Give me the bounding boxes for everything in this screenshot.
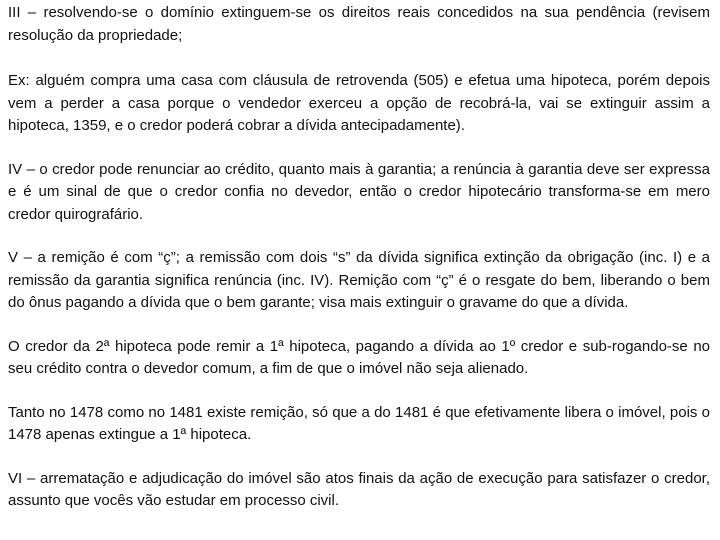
paragraph-inc-iv: IV – o credor pode renunciar ao crédito, quanto mais à garantia; a renúncia à garantia deve ser expressa e é um sinal de que o credor confia no devedor, então o credor hipotecário transforma-se em mero credor quirografário. xyxy=(8,160,710,223)
paragraph-second-mortgage: O credor da 2ª hipoteca pode remir a 1ª hipoteca, pagando a dívida ao 1º credor e sub-rogando-se no seu crédito contra o devedor comum, a fim de que o imóvel não seja alienado. xyxy=(8,337,710,377)
paragraph-example-retrovenda: Ex: alguém compra uma casa com cláusula de retrovenda (505) e efetua uma hipoteca, porém depois vem a perder a casa porque o vendedor exerceu a opção de recobrá-la, vai se extinguir assim a hipoteca, 1359, e o credor poderá cobrar a dívida antecipadamente). xyxy=(8,72,710,134)
paragraph-1478-1481: Tanto no 1478 como no 1481 existe remição, só que a do 1481 é que efetivamente libera o imóvel, pois o 1478 apenas extingue a 1ª hipoteca. xyxy=(8,403,710,443)
document-body xyxy=(8,0,710,513)
paragraph-inc-v: V – a remição é com “ç”; a remissão com dois “s” da dívida significa extinção da obrigação (inc. I) e a remissão da garantia significa renúncia (inc. IV). Remição com “ç” é o resgate do bem, liberando o bem do ônus pagando a dívida que o bem garante; visa mais extinguir o gravame do que a dívida. xyxy=(8,249,710,311)
paragraph-inc-iii: III – resolvendo-se o domínio extinguem-se os direitos reais concedidos na sua pendência (revisem resolução da propriedade; xyxy=(8,4,710,44)
paragraph-inc-vi: VI – arrematação e adjudicação do imóvel são atos finais da ação de execução para satisfazer o credor, assunto que vocês vão estudar em processo civil. xyxy=(8,469,710,509)
